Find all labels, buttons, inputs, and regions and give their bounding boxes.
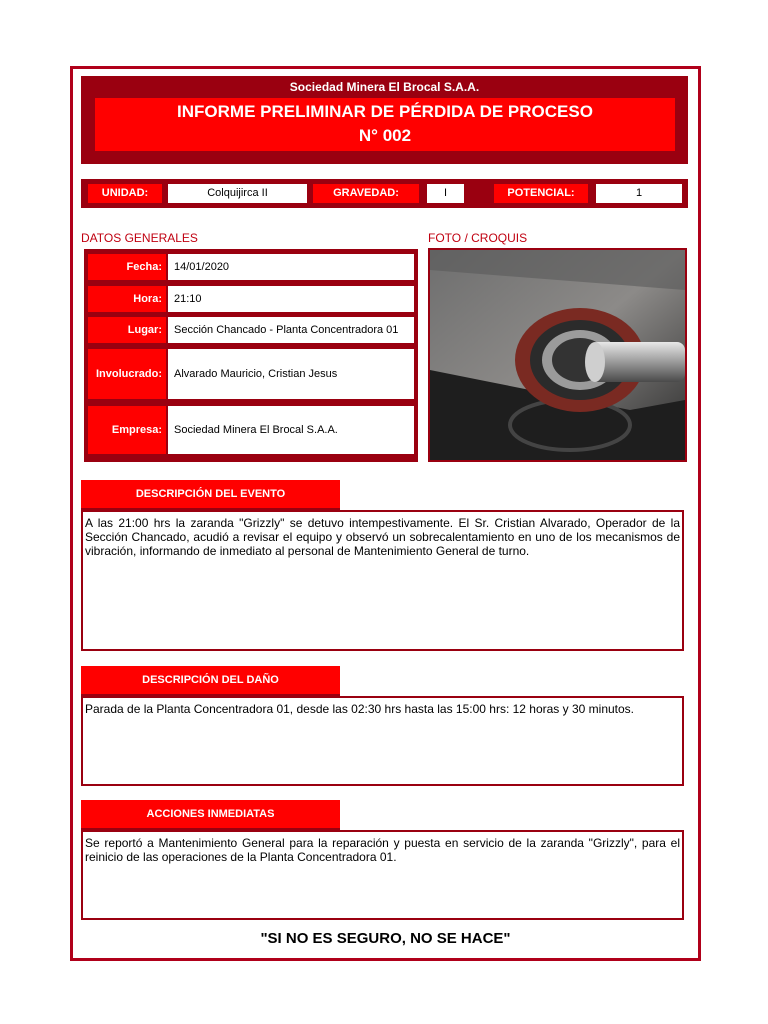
unidad-value: Colquijirca II [168, 184, 307, 203]
involucrado-value: Alvarado Mauricio, Cristian Jesus [168, 349, 414, 399]
evento-heading: DESCRIPCIÓN DEL EVENTO [81, 480, 340, 510]
fecha-row [88, 254, 414, 280]
report-header [81, 76, 688, 164]
acciones-heading: ACCIONES INMEDIATAS [81, 800, 340, 830]
involucrado-label: Involucrado: [88, 349, 166, 399]
datos-generales-heading: DATOS GENERALES [81, 231, 198, 245]
gravedad-label: GRAVEDAD: [313, 184, 419, 203]
acciones-text: Se reportó a Mantenimiento General para la reparación y puesta en servicio de la zaranda "Grizzly", para el reinicio de las operaciones de la Planta Concentradora 01. [81, 830, 684, 920]
dano-text: Parada de la Planta Concentradora 01, desde las 02:30 hrs hasta las 15:00 hrs: 12 horas y 30 minutos. [81, 696, 684, 786]
empresa-row [88, 406, 414, 454]
company-name: Sociedad Minera El Brocal S.A.A. [289, 80, 480, 94]
photo-image [430, 250, 685, 460]
report-title-box [95, 98, 675, 151]
datos-generales-panel [84, 249, 418, 462]
report-title: INFORME PRELIMINAR DE PÉRDIDA DE PROCESO [177, 102, 593, 121]
gravedad-value: I [427, 184, 464, 203]
empresa-label: Empresa: [88, 406, 166, 454]
incident-photo [428, 248, 687, 462]
report-number: N° 002 [358, 126, 412, 145]
foto-heading: FOTO / CROQUIS [428, 231, 528, 245]
involucrado-row [88, 349, 414, 399]
lugar-label: Lugar: [88, 317, 166, 343]
fecha-label: Fecha: [88, 254, 166, 280]
hora-label: Hora: [88, 286, 166, 312]
safety-slogan: "SI NO ES SEGURO, NO SE HACE" [260, 930, 511, 947]
lugar-row [88, 317, 414, 343]
unidad-label: UNIDAD: [88, 184, 162, 203]
potencial-label: POTENCIAL: [494, 184, 588, 203]
hora-row [88, 286, 414, 312]
empresa-value: Sociedad Minera El Brocal S.A.A. [168, 406, 414, 454]
info-row [81, 179, 688, 208]
hora-value: 21:10 [168, 286, 414, 312]
potencial-value: 1 [596, 184, 682, 203]
fecha-value: 14/01/2020 [168, 254, 414, 280]
dano-heading: DESCRIPCIÓN DEL DAÑO [81, 666, 340, 696]
evento-text: A las 21:00 hrs la zaranda "Grizzly" se detuvo intempestivamente. El Sr. Cristian Alvarado, Operador de la Sección Chancado, acudió a revisar el equipo y observó un sobrecalentamiento en uno de los mecanismos de vibración, informando de inmediato al personal de Mantenimiento General de turno. [81, 510, 684, 651]
lugar-value: Sección Chancado - Planta Concentradora 01 [168, 317, 414, 343]
